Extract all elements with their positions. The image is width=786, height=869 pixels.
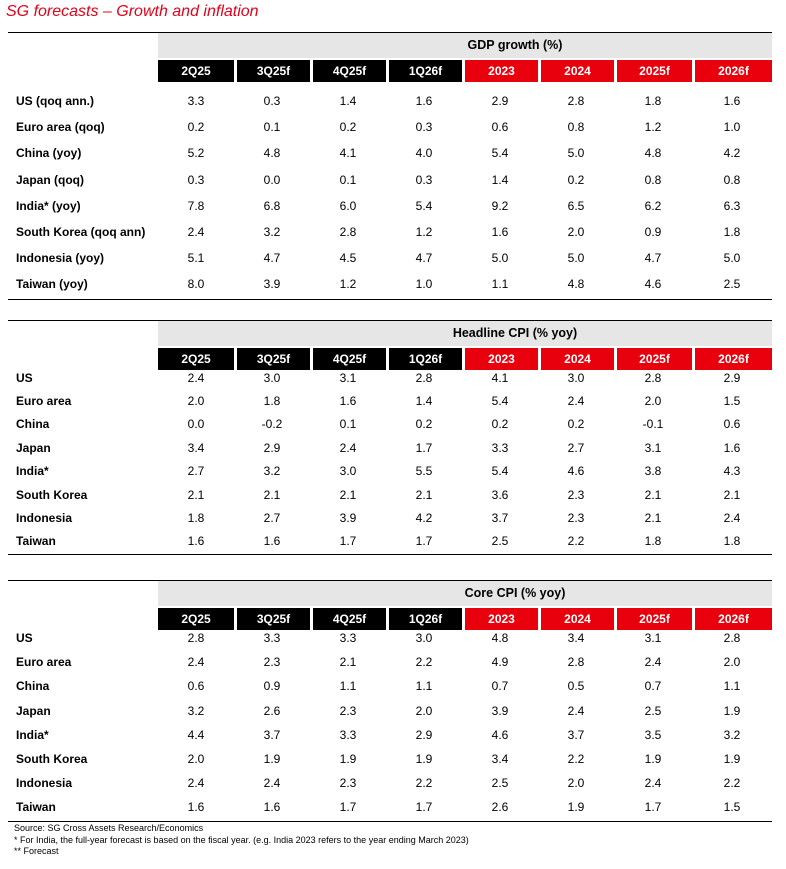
table-cell: 2.0 — [567, 225, 585, 240]
column-header: 2Q25 — [158, 60, 234, 82]
table-cell: 2.8 — [187, 631, 205, 646]
row-label: Euro area — [16, 394, 72, 409]
table-cell: 2.3 — [339, 776, 357, 791]
column-header: 2Q25 — [158, 348, 234, 370]
column-header: 2025f — [614, 60, 692, 82]
table-cell: 2.4 — [644, 655, 662, 670]
table-cell: 3.4 — [491, 752, 509, 767]
table-cell: 1.8 — [263, 394, 281, 409]
table-cell: 0.2 — [491, 417, 509, 432]
table-cell: 5.0 — [567, 251, 585, 266]
column-headers — [158, 60, 772, 82]
column-header: 3Q25f — [234, 608, 310, 630]
table-cell: -0.2 — [261, 417, 283, 432]
table-cell: 2.6 — [263, 703, 281, 718]
table-cell: 2.0 — [567, 776, 585, 791]
table-cell: 3.7 — [263, 727, 281, 742]
row-label: Indonesia — [16, 776, 73, 791]
table-cell: 2.0 — [723, 655, 741, 670]
column-header: 2023 — [462, 608, 538, 630]
table-cell: 2.2 — [723, 776, 741, 791]
table-row — [8, 114, 772, 140]
table-row — [8, 193, 772, 219]
table-cell: 5.1 — [187, 251, 205, 266]
table-cell: 2.4 — [339, 440, 357, 455]
table-cell: 0.3 — [263, 94, 281, 109]
table-cell: 4.8 — [263, 146, 281, 161]
table-cell: 4.1 — [339, 146, 357, 161]
row-label: South Korea (qoq ann) — [16, 225, 146, 240]
table-heading: Headline CPI (% yoy) — [452, 326, 578, 340]
column-header: 3Q25f — [234, 348, 310, 370]
row-label: South Korea — [16, 752, 88, 767]
row-label: US (qoq ann.) — [16, 94, 94, 109]
row-label: Euro area — [16, 655, 72, 670]
row-label: China — [16, 679, 50, 694]
table-cell: 3.0 — [415, 631, 433, 646]
table-cell: 4.9 — [491, 655, 509, 670]
table-cell: 2.7 — [263, 511, 281, 526]
table-cell: 1.9 — [263, 752, 281, 767]
table-cell: 0.2 — [567, 172, 585, 187]
table-row — [8, 626, 772, 650]
table-cell: 0.1 — [263, 120, 281, 135]
table-cell: 3.3 — [187, 94, 205, 109]
table-cell: 4.7 — [644, 251, 662, 266]
table-cell: 2.4 — [187, 655, 205, 670]
table-row — [8, 530, 772, 553]
footnotes — [14, 823, 469, 858]
table-cell: 4.6 — [644, 277, 662, 292]
page-title: SG forecasts – Growth and inflation — [6, 3, 259, 20]
table-cell: 2.4 — [644, 776, 662, 791]
table-cell: 0.0 — [187, 417, 205, 432]
table-cell: 2.0 — [187, 394, 205, 409]
table-row — [8, 674, 772, 698]
table-cell: 1.6 — [339, 394, 357, 409]
table-cell: 0.3 — [415, 172, 433, 187]
table-cell: 2.7 — [567, 440, 585, 455]
column-header: 1Q26f — [386, 348, 462, 370]
table-cell: 2.1 — [415, 487, 433, 502]
table-cell: 1.9 — [644, 752, 662, 767]
table-cell: 2.1 — [339, 655, 357, 670]
table-cell: 2.1 — [644, 487, 662, 502]
table-cell: 5.0 — [567, 146, 585, 161]
table-cell: 2.0 — [415, 703, 433, 718]
table-cell: 3.9 — [339, 511, 357, 526]
table-cell: 1.2 — [415, 225, 433, 240]
table-cell: 3.1 — [339, 370, 357, 385]
table-bottom-rule — [8, 821, 772, 822]
table-cell: 2.5 — [723, 277, 741, 292]
table-cell: -0.1 — [642, 417, 664, 432]
table-cell: 0.6 — [723, 417, 741, 432]
table-cell: 1.2 — [339, 277, 357, 292]
table-body — [8, 366, 772, 553]
table-cell: 4.7 — [263, 251, 281, 266]
table-cell: 3.6 — [491, 487, 509, 502]
table-cell: 1.0 — [415, 277, 433, 292]
table-cell: 0.3 — [415, 120, 433, 135]
table-cell: 0.2 — [567, 417, 585, 432]
table-cell: 4.0 — [415, 146, 433, 161]
table-cell: 5.5 — [415, 464, 433, 479]
table-cell: 5.4 — [491, 394, 509, 409]
table-cell: 2.9 — [263, 440, 281, 455]
table-cell: 6.3 — [723, 198, 741, 213]
column-header: 4Q25f — [310, 60, 386, 82]
table-cell: 4.2 — [723, 146, 741, 161]
table-cell: 1.6 — [415, 94, 433, 109]
table-cell: 1.6 — [723, 94, 741, 109]
table-cell: 1.4 — [415, 394, 433, 409]
column-header: 2026f — [692, 60, 772, 82]
table-cell: 1.1 — [339, 679, 357, 694]
table-heading: Core CPI (% yoy) — [464, 586, 566, 600]
table-cell: 1.7 — [415, 440, 433, 455]
table-cell: 1.2 — [644, 120, 662, 135]
column-header: 2026f — [692, 348, 772, 370]
table-cell: 2.1 — [339, 487, 357, 502]
table-cell: 0.8 — [723, 172, 741, 187]
row-label: US — [16, 370, 33, 385]
row-label: China — [16, 417, 50, 432]
table-cell: 0.2 — [415, 417, 433, 432]
table-cell: 2.7 — [187, 464, 205, 479]
table-cell: 2.8 — [723, 631, 741, 646]
table-cell: 3.2 — [187, 703, 205, 718]
table-cell: 2.8 — [567, 655, 585, 670]
table-cell: 2.8 — [644, 370, 662, 385]
table-cell: 3.4 — [187, 440, 205, 455]
column-header: 1Q26f — [386, 608, 462, 630]
table-cell: 2.5 — [491, 534, 509, 549]
table-cell: 1.7 — [415, 800, 433, 815]
table-cell: 1.8 — [723, 534, 741, 549]
table-cell: 0.2 — [339, 120, 357, 135]
column-header: 2026f — [692, 608, 772, 630]
table-row — [8, 140, 772, 166]
table-cell: 0.8 — [567, 120, 585, 135]
table-cell: 1.4 — [339, 94, 357, 109]
table-row — [8, 413, 772, 436]
column-header: 2024 — [538, 608, 614, 630]
table-cell: 2.8 — [567, 94, 585, 109]
table-body — [8, 88, 772, 298]
table-cell: 0.2 — [187, 120, 205, 135]
table-cell: 0.8 — [644, 172, 662, 187]
table-cell: 8.0 — [187, 277, 205, 292]
table-cell: 1.7 — [339, 800, 357, 815]
table-cell: 0.7 — [491, 679, 509, 694]
table-cell: 1.6 — [263, 800, 281, 815]
table-cell: 2.2 — [415, 655, 433, 670]
column-header: 3Q25f — [234, 60, 310, 82]
table-cell: 3.2 — [263, 225, 281, 240]
row-label: Japan — [16, 703, 51, 718]
table-cell: 1.9 — [567, 800, 585, 815]
table-cell: 2.3 — [567, 511, 585, 526]
table-cell: 3.4 — [567, 631, 585, 646]
row-label: India* (yoy) — [16, 198, 81, 213]
column-header: 2Q25 — [158, 608, 234, 630]
column-header: 2025f — [614, 608, 692, 630]
table-cell: 0.9 — [644, 225, 662, 240]
table-cell: 1.5 — [723, 394, 741, 409]
table-cell: 2.4 — [187, 370, 205, 385]
column-header: 2023 — [462, 60, 538, 82]
table-cell: 2.0 — [644, 394, 662, 409]
table-cell: 4.8 — [567, 277, 585, 292]
table-cell: 3.7 — [491, 511, 509, 526]
table-cell: 4.4 — [187, 727, 205, 742]
table-cell: 1.0 — [723, 120, 741, 135]
table-cell: 3.9 — [263, 277, 281, 292]
table-row — [8, 219, 772, 245]
table-cell: 3.1 — [644, 631, 662, 646]
table-body — [8, 626, 772, 820]
table-cell: 0.1 — [339, 417, 357, 432]
table-row — [8, 795, 772, 819]
table-cell: 6.5 — [567, 198, 585, 213]
table-cell: 5.4 — [415, 198, 433, 213]
table-cell: 6.2 — [644, 198, 662, 213]
table-cell: 2.4 — [723, 511, 741, 526]
table-cell: 1.9 — [723, 752, 741, 767]
table-cell: 0.0 — [263, 172, 281, 187]
table-cell: 1.6 — [491, 225, 509, 240]
table-cell: 0.3 — [187, 172, 205, 187]
table-cell: 1.7 — [644, 800, 662, 815]
table-cell: 4.3 — [723, 464, 741, 479]
row-label: Euro area (qoq) — [16, 120, 105, 135]
table-cell: 3.2 — [263, 464, 281, 479]
table-row — [8, 771, 772, 795]
table-row — [8, 436, 772, 459]
table-cell: 2.1 — [187, 487, 205, 502]
table-row — [8, 723, 772, 747]
table-cell: 3.3 — [339, 631, 357, 646]
column-header: 4Q25f — [310, 348, 386, 370]
table-cell: 1.8 — [644, 94, 662, 109]
table-cell: 1.8 — [644, 534, 662, 549]
row-label: Japan — [16, 440, 51, 455]
table-cell: 1.9 — [415, 752, 433, 767]
table-row — [8, 366, 772, 389]
table-cell: 1.9 — [723, 703, 741, 718]
table-cell: 4.7 — [415, 251, 433, 266]
table-cell: 2.1 — [644, 511, 662, 526]
column-header: 2024 — [538, 60, 614, 82]
column-header: 4Q25f — [310, 608, 386, 630]
table-cell: 2.4 — [263, 776, 281, 791]
row-label: Indonesia (yoy) — [16, 251, 105, 266]
table-cell: 2.4 — [187, 776, 205, 791]
table-row — [8, 245, 772, 271]
row-label: South Korea — [16, 487, 88, 502]
row-label: Indonesia — [16, 511, 73, 526]
table-cell: 1.1 — [491, 277, 509, 292]
table-cell: 2.5 — [491, 776, 509, 791]
table-cell: 1.9 — [339, 752, 357, 767]
table-cell: 2.0 — [187, 752, 205, 767]
table-row — [8, 460, 772, 483]
table-cell: 1.1 — [723, 679, 741, 694]
table-cell: 5.4 — [491, 146, 509, 161]
table-cell: 4.8 — [644, 146, 662, 161]
table-cell: 5.0 — [723, 251, 741, 266]
table-cell: 0.7 — [644, 679, 662, 694]
table-cell: 7.8 — [187, 198, 205, 213]
table-cell: 4.2 — [415, 511, 433, 526]
row-label: Taiwan (yoy) — [16, 277, 88, 292]
table-cell: 1.6 — [187, 534, 205, 549]
india-footnote: * For India, the full-year forecast is based on the fiscal year. (e.g. India 2023 refers to the year ending March 2023) — [14, 834, 469, 845]
table-row — [8, 167, 772, 193]
table-cell: 5.4 — [491, 464, 509, 479]
row-label: India* — [16, 727, 49, 742]
forecast-footnote: ** Forecast — [14, 846, 59, 856]
table-cell: 3.0 — [567, 370, 585, 385]
table-cell: 5.0 — [491, 251, 509, 266]
table-cell: 2.5 — [644, 703, 662, 718]
table-heading: GDP growth (%) — [467, 38, 563, 52]
table-cell: 2.9 — [723, 370, 741, 385]
table-cell: 2.4 — [567, 703, 585, 718]
table-cell: 0.6 — [187, 679, 205, 694]
table-row — [8, 389, 772, 412]
table-cell: 2.2 — [567, 752, 585, 767]
table-row — [8, 483, 772, 506]
table-cell: 6.0 — [339, 198, 357, 213]
table-cell: 3.2 — [723, 727, 741, 742]
table-row — [8, 650, 772, 674]
table-cell: 4.5 — [339, 251, 357, 266]
table-cell: 1.4 — [491, 172, 509, 187]
table-cell: 3.9 — [491, 703, 509, 718]
table-cell: 2.2 — [567, 534, 585, 549]
table-cell: 1.8 — [723, 225, 741, 240]
table-cell: 6.8 — [263, 198, 281, 213]
column-header: 1Q26f — [386, 60, 462, 82]
table-cell: 2.4 — [567, 394, 585, 409]
table-cell: 2.8 — [415, 370, 433, 385]
table-cell: 9.2 — [491, 198, 509, 213]
table-cell: 3.7 — [567, 727, 585, 742]
row-label: Japan (qoq) — [16, 172, 84, 187]
table-cell: 3.0 — [339, 464, 357, 479]
table-cell: 5.2 — [187, 146, 205, 161]
table-cell: 4.6 — [491, 727, 509, 742]
table-row — [8, 747, 772, 771]
table-cell: 2.9 — [415, 727, 433, 742]
table-row — [8, 699, 772, 723]
table-cell: 1.6 — [723, 440, 741, 455]
table-cell: 4.1 — [491, 370, 509, 385]
row-label: China (yoy) — [16, 146, 82, 161]
table-cell: 3.3 — [339, 727, 357, 742]
table-cell: 1.6 — [187, 800, 205, 815]
table-cell: 2.9 — [491, 94, 509, 109]
table-cell: 3.0 — [263, 370, 281, 385]
table-bottom-rule — [8, 554, 772, 555]
table-row — [8, 271, 772, 297]
table-cell: 3.8 — [644, 464, 662, 479]
table-cell: 1.8 — [187, 511, 205, 526]
table-cell: 1.5 — [723, 800, 741, 815]
table-row — [8, 506, 772, 529]
row-label: India* — [16, 464, 49, 479]
table-cell: 0.1 — [339, 172, 357, 187]
table-cell: 4.6 — [567, 464, 585, 479]
table-cell: 1.7 — [339, 534, 357, 549]
table-cell: 2.2 — [415, 776, 433, 791]
table-cell: 2.3 — [567, 487, 585, 502]
source-note: Source: SG Cross Assets Research/Economics — [14, 823, 204, 833]
column-header: 2023 — [462, 348, 538, 370]
table-cell: 2.8 — [339, 225, 357, 240]
table-cell: 0.9 — [263, 679, 281, 694]
table-cell: 1.1 — [415, 679, 433, 694]
row-label: US — [16, 631, 33, 646]
table-cell: 2.4 — [187, 225, 205, 240]
table-cell: 4.8 — [491, 631, 509, 646]
row-label: Taiwan — [16, 534, 56, 549]
table-bottom-rule — [8, 299, 772, 300]
table-cell: 2.1 — [263, 487, 281, 502]
table-row — [8, 88, 772, 114]
column-header: 2024 — [538, 348, 614, 370]
table-cell: 3.3 — [491, 440, 509, 455]
table-cell: 0.6 — [491, 120, 509, 135]
table-cell: 2.3 — [339, 703, 357, 718]
table-cell: 2.1 — [723, 487, 741, 502]
column-header: 2025f — [614, 348, 692, 370]
row-label: Taiwan — [16, 800, 56, 815]
table-cell: 3.1 — [644, 440, 662, 455]
table-cell: 3.3 — [263, 631, 281, 646]
table-cell: 1.6 — [263, 534, 281, 549]
table-cell: 3.5 — [644, 727, 662, 742]
table-cell: 2.6 — [491, 800, 509, 815]
table-cell: 0.5 — [567, 679, 585, 694]
table-cell: 1.7 — [415, 534, 433, 549]
table-cell: 2.3 — [263, 655, 281, 670]
